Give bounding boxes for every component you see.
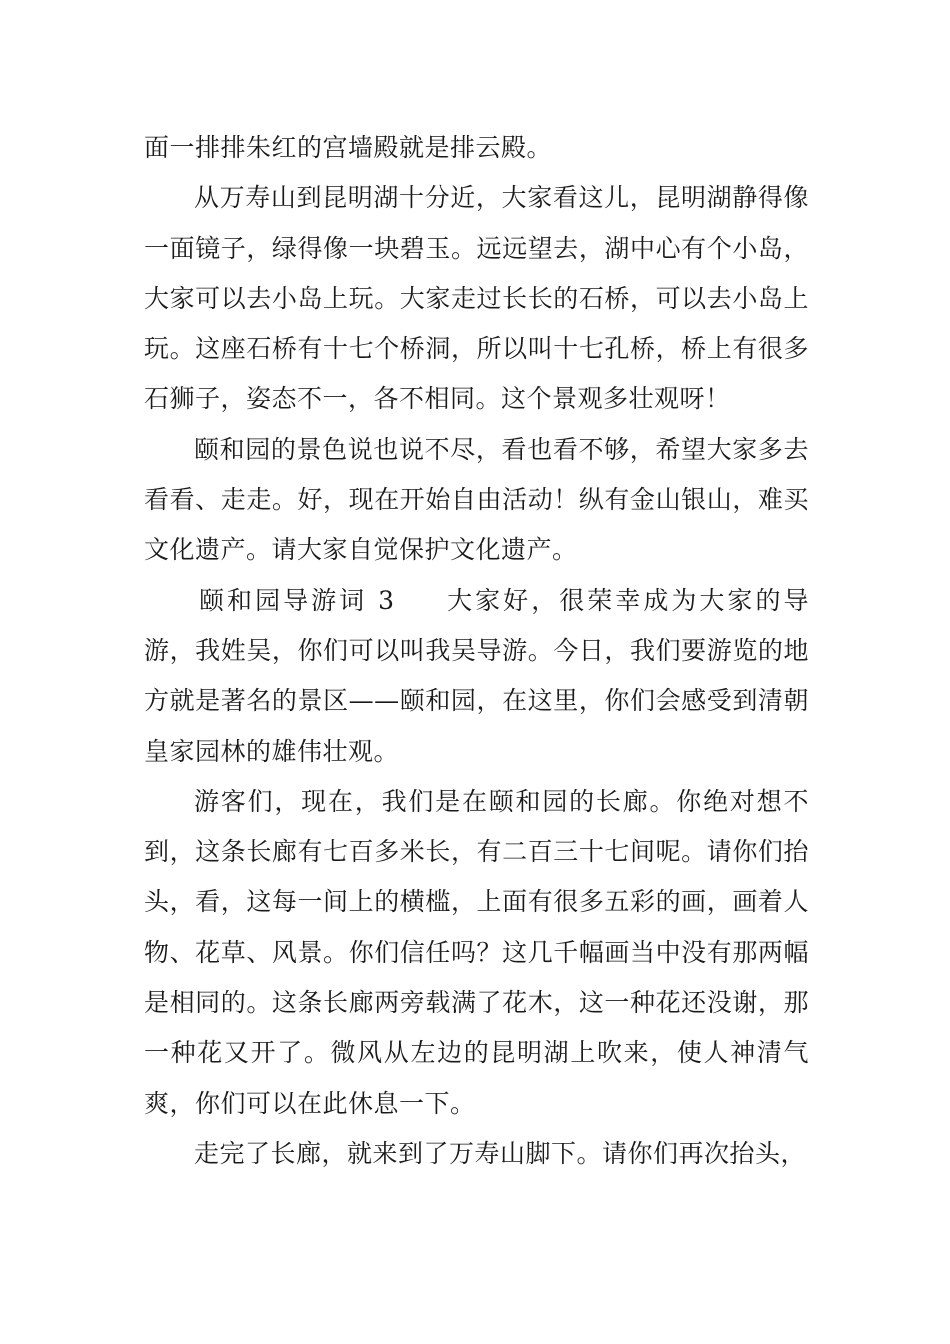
paragraph-scenery-summary: 颐和园的景色说也说不尽，看也看不够，希望大家多去看看、走走。好，现在开始自由活动！纵有金山银山，难买文化遗产。请大家自觉保护文化遗产。	[144, 434, 809, 565]
paragraph-longevity-hill: 走完了长廊，就来到了万寿山脚下。请你们再次抬头，	[194, 1138, 807, 1168]
document-body	[144, 123, 809, 1179]
paragraph-kunming-lake: 从万寿山到昆明湖十分近，大家看这儿，昆明湖静得像一面镜子，绿得像一块碧玉。远远望去，湖中心有个小岛，大家可以去小岛上玩。大家走过长长的石桥，可以去小岛上玩。这座石桥有十七个桥洞，所以叫十七孔桥，桥上有很多石狮子，姿态不一，各不相同。这个景观多壮观呀！	[144, 183, 809, 414]
section-intro: 大家好，很荣幸成为大家的导游，我姓吴，你们可以叫我吴导游。今日，我们要游览的地方就是著名的景区——颐和园，在这里，你们会感受到清朝皇家园林的雄伟壮观。	[144, 585, 809, 766]
paragraph-continuation: 面一排排朱红的宫墙殿就是排云殿。	[144, 133, 553, 162]
section-title: 颐和园导游词 3	[199, 585, 395, 615]
section-3-paragraph	[144, 576, 809, 777]
paragraph-long-corridor: 游客们，现在，我们是在颐和园的长廊。你绝对想不到，这条长廊有七百多米长，有二百三十七间呢。请你们抬头，看，这每一间上的横槛，上面有很多五彩的画，画着人物、花草、风景。你们信任吗？这几千幅画当中没有那两幅是相同的。这条长廊两旁载满了花木，这一种花还没谢，那一种花又开了。微风从左边的昆明湖上吹来，使人神清气爽，你们可以在此休息一下。	[144, 786, 809, 1118]
